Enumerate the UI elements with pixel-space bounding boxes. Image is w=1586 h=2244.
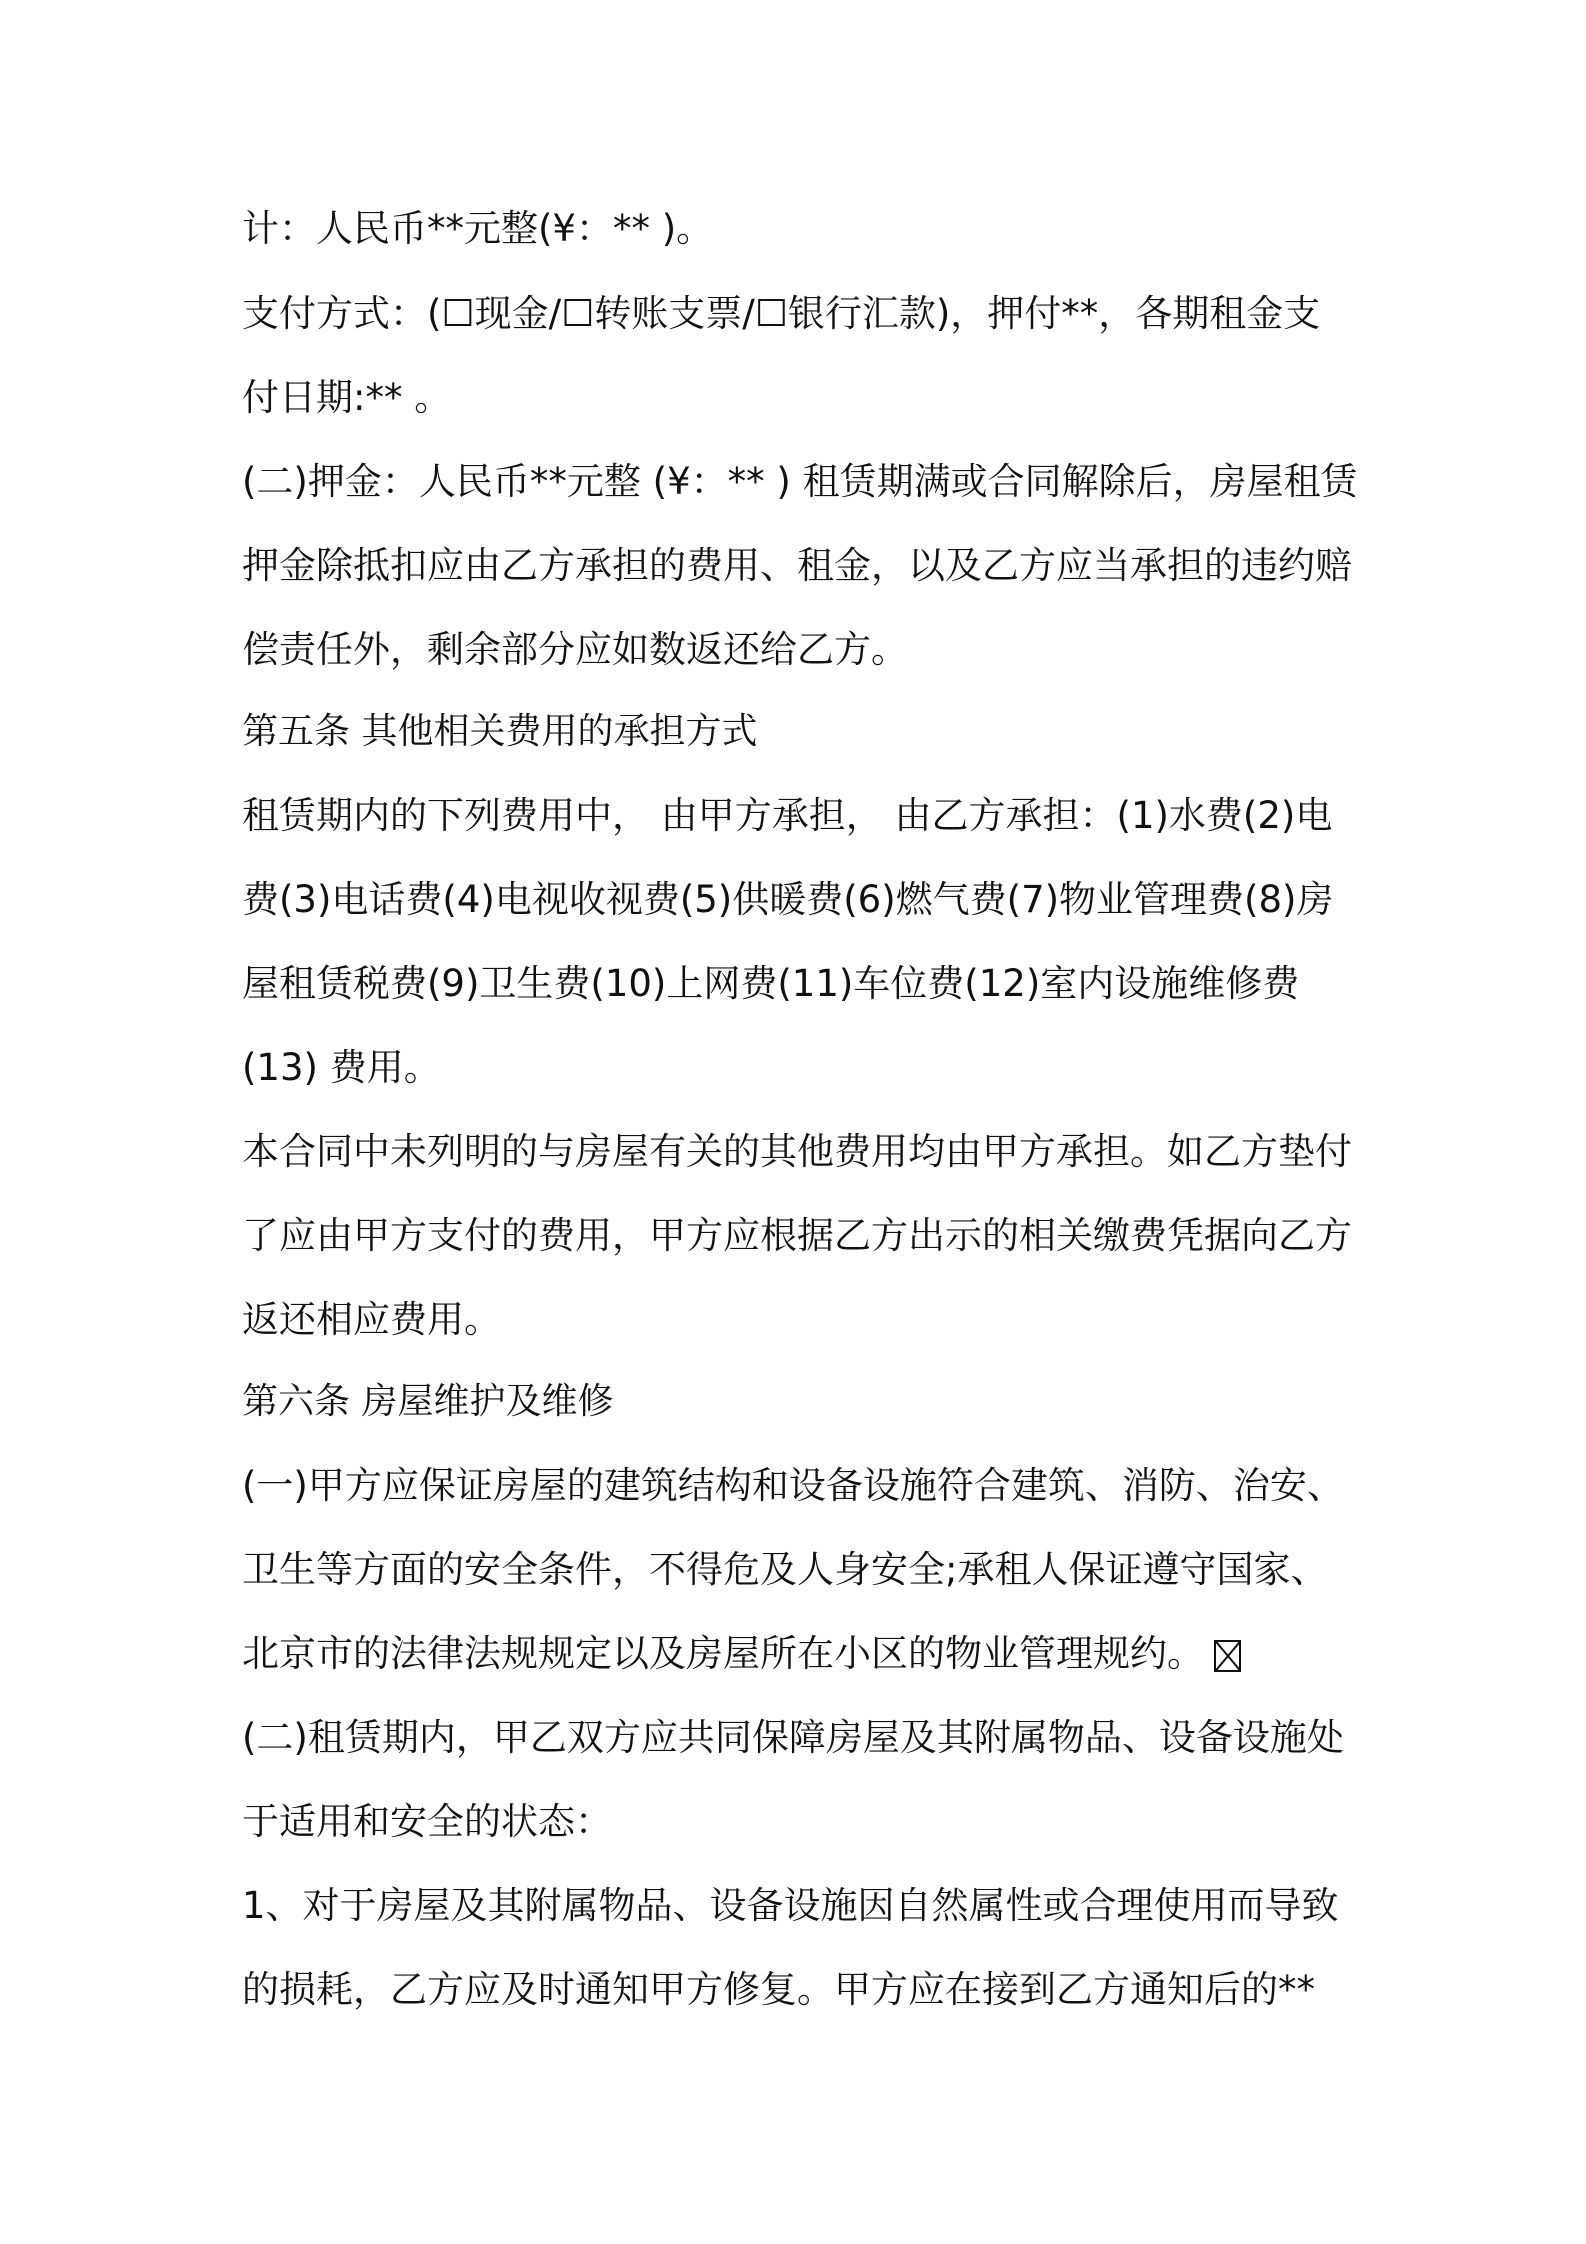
text-line-12: 本合同中未列明的与房屋有关的其他费用均由甲方承担。如乙方垫付 — [242, 1130, 1352, 1173]
text-line-22: 的损耗，乙方应及时通知甲方修复。甲方应在接到乙方通知后的** — [242, 1968, 1315, 2011]
text-line-1: 计：人民币**元整(¥：** )。 — [242, 207, 714, 250]
section-heading-5: 第五条 其他相关费用的承担方式 — [242, 711, 758, 752]
section-heading-6: 第六条 房屋维护及维修 — [242, 1381, 614, 1422]
text-line-18-row — [242, 1624, 1362, 1684]
text-line-20: 于适用和安全的状态： — [242, 1800, 612, 1843]
text-line-9: 费(3)电话费(4)电视收视费(5)供暖费(6)燃气费(7)物业管理费(8)房 — [242, 878, 1334, 921]
text-line-21: 1、对于房屋及其附属物品、设备设施因自然属性或合理使用而导致 — [242, 1884, 1339, 1927]
text-line-2: 支付方式：(☐现金/☐转账支票/☐银行汇款)，押付**，各期租金支 — [242, 292, 1321, 335]
text-line-6: 偿责任外，剩余部分应如数返还给乙方。 — [242, 628, 908, 671]
text-line-16: (一)甲方应保证房屋的建筑结构和设备设施符合建筑、消防、治安、 — [242, 1464, 1344, 1507]
text-line-14: 返还相应费用。 — [242, 1298, 501, 1341]
text-line-11: (13) 费用。 — [242, 1046, 441, 1089]
text-line-4: (二)押金：人民币**元整 (¥：** ) 租赁期满或合同解除后，房屋租赁 — [242, 460, 1358, 503]
text-line-10: 屋租赁税费(9)卫生费(10)上网费(11)车位费(12)室内设施维修费 — [242, 962, 1300, 1005]
crossed-box-icon — [1214, 1640, 1241, 1672]
text-line-17: 卫生等方面的安全条件，不得危及人身安全;承租人保证遵守国家、 — [242, 1548, 1328, 1591]
text-line-19: (二)租赁期内，甲乙双方应共同保障房屋及其附属物品、设备设施处 — [242, 1716, 1344, 1759]
text-line-3: 付日期:** 。 — [242, 376, 452, 419]
text-line-13: 了应由甲方支付的费用，甲方应根据乙方出示的相关缴费凭据向乙方 — [242, 1214, 1352, 1257]
text-line-8: 租赁期内的下列费用中， 由甲方承担， 由乙方承担：(1)水费(2)电 — [242, 794, 1333, 837]
text-line-5: 押金除抵扣应由乙方承担的费用、租金，以及乙方应当承担的违约赔 — [242, 544, 1352, 587]
text-line-18: 北京市的法律法规规定以及房屋所在小区的物业管理规约。 — [242, 1632, 1204, 1675]
